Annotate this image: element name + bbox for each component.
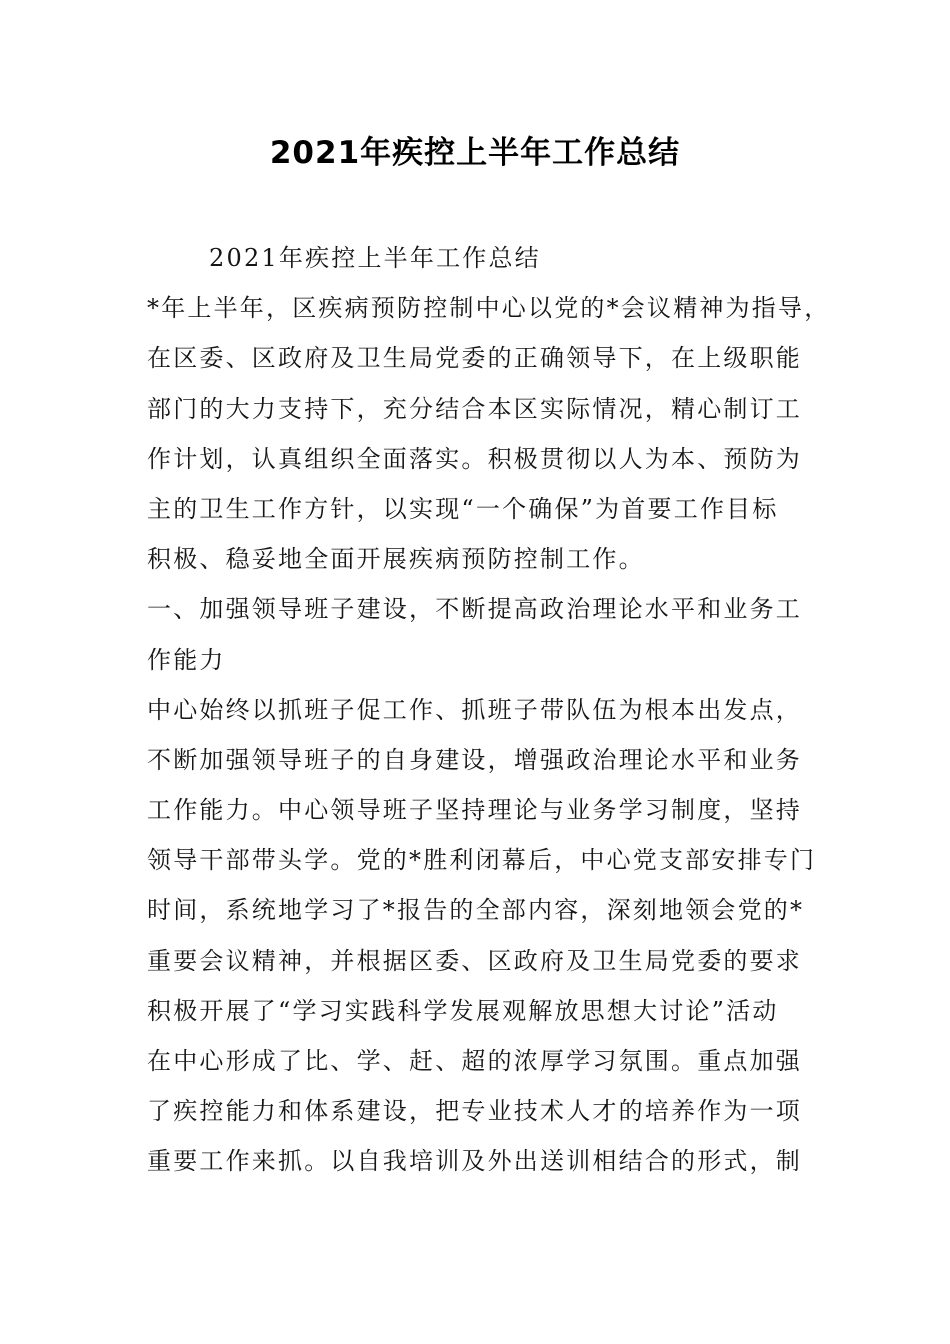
body-line: 主的卫生工作方针，以实现“一个确保”为首要工作目标 bbox=[147, 494, 779, 523]
body-line: 积极、稳妥地全面开展疾病预防控制工作。 bbox=[147, 545, 645, 574]
subtitle-line: 2021年疾控上半年工作总结 bbox=[209, 244, 541, 272]
body-line: 重要工作来抓。以自我培训及外出送训相结合的形式，制 bbox=[147, 1147, 802, 1176]
section-heading-line: 作能力 bbox=[147, 645, 226, 674]
body-line: *年上半年，区疾病预防控制中心以党的*会议精神为指导， bbox=[147, 294, 831, 323]
body-line: 作计划，认真组织全面落实。积极贯彻以人为本、预防为 bbox=[147, 444, 802, 473]
body-line: 了疾控能力和体系建设，把专业技术人才的培养作为一项 bbox=[147, 1097, 802, 1126]
body-line: 不断加强领导班子的自身建设，增强政治理论水平和业务 bbox=[147, 745, 802, 774]
body-line: 中心始终以抓班子促工作、抓班子带队伍为根本出发点， bbox=[147, 695, 802, 724]
document-title: 2021年疾控上半年工作总结 bbox=[269, 135, 681, 171]
body-line: 部门的大力支持下，充分结合本区实际情况，精心制订工 bbox=[147, 394, 802, 423]
section-heading-line: 一、加强领导班子建设，不断提高政治理论水平和业务工 bbox=[147, 595, 802, 624]
document-body bbox=[147, 240, 831, 1194]
body-line: 积极开展了“学习实践科学发展观解放思想大讨论”活动 bbox=[147, 996, 779, 1025]
body-line: 在区委、区政府及卫生局党委的正确领导下，在上级职能 bbox=[147, 344, 802, 373]
body-line: 工作能力。中心领导班子坚持理论与业务学习制度，坚持 bbox=[147, 796, 802, 825]
body-line: 领导干部带头学。党的*胜利闭幕后，中心党支部安排专门 bbox=[147, 846, 817, 875]
body-line: 在中心形成了比、学、赶、超的浓厚学习氛围。重点加强 bbox=[147, 1047, 802, 1075]
body-line: 重要会议精神，并根据区委、区政府及卫生局党委的要求 bbox=[147, 946, 802, 975]
body-line: 时间，系统地学习了*报告的全部内容，深刻地领会党的* bbox=[147, 896, 805, 925]
